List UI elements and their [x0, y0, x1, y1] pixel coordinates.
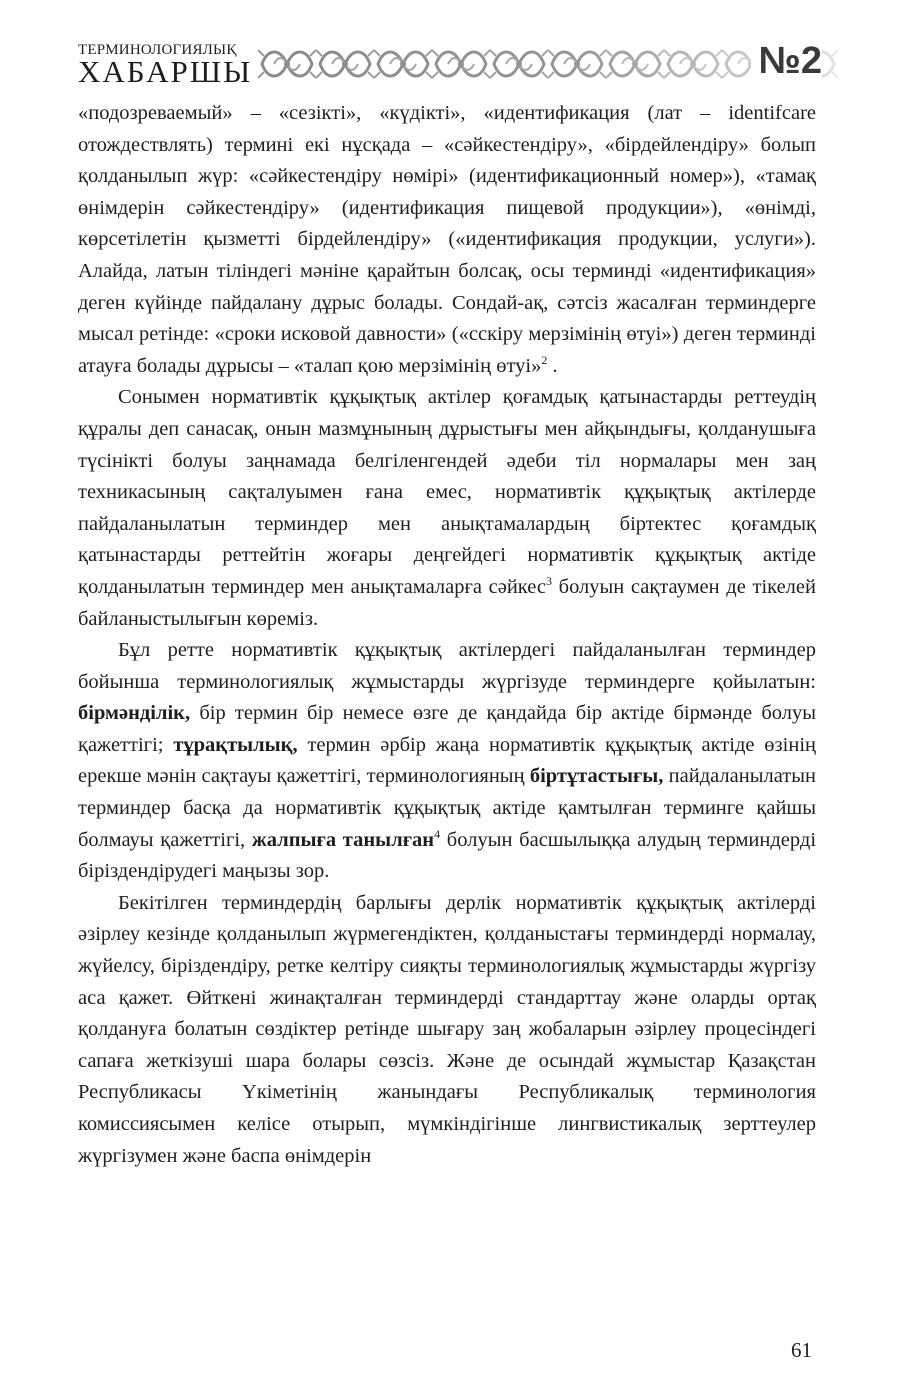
text-run: «подозреваемый» – «сезікті», «күдікті», «идентификация (лат – identifcare отождествлять) термині екі нұсқада – «сәйкестендіру», «бірдейлендіру» болып қолданылып жүр: «сәйкестендіру нөмірі» (идентификационный номер»), «тамақ өнімдерін сәйкестендіру» (идентификация пищевой продукции»), «өнімді, көрсетілетін қызметті бірдейлендіру» («идентификация продукции, услуги»). Алайда, латын тіліндегі мәніне қарайтын болсақ, осы терминді «идентификация» деген күйінде пайдалану дұрыс болады. Сондай-ақ, сәтсіз жасалған терминдерге мысал ретінде: «сроки исковой давности» («сскіру мерзімінің өтуі») деген терминді атауға болады дұрысы – «талап қою мерзімінің өтуі»: [78, 102, 816, 377]
bold-term-recognized: жалпыға танылған: [251, 828, 435, 851]
footnote-ref-2: 2: [541, 352, 548, 367]
bold-term-unambiguity: бірмәнділік,: [78, 702, 191, 725]
article-body: [78, 98, 816, 1172]
journal-name-large: ХАБАРШЫ: [78, 54, 253, 89]
paragraph-2: [78, 382, 816, 635]
issue-number: №2: [751, 40, 823, 82]
text-run: Бұл ретте нормативтік құқықтық актілердегі пайдаланылған терминдер бойынша терминологиялық жұмыстарды жүргізуде терминдерге қойылатын:: [78, 639, 816, 693]
text-run: болуын сақтаумен де тікелей байланыстылығын көреміз.: [78, 575, 816, 630]
footnote-ref-3: 3: [545, 574, 552, 589]
text-run: Бекітілген терминдердің барлығы дерлік нормативтік құқықтық актілерді әзірлеу кезінде қолданылып жүрмегендіктен, қолданыстағы терминдерді нормалау, жүйелсу, біріздендіру, ретке келтіру сияқты терминологиялық жұмыстарды жүргізу аса қажет. Өйткені жинақталған терминдерді стандарттау және оларды ортақ қолдануға болатын сөздіктер ретінде шығару заң жобаларын әзірлеу процесіндегі сапаға жеткізуші шара болары сөзсіз. Және де осындай жұмыстар Қазақстан Республикасы Үкіметінің жанындағы Республикалық терминология комиссиясымен келісе отырып, мүмкіндігінше лингвистикалық зерттеулер жүргізумен және баспа өнімдерін: [78, 891, 816, 1167]
paragraph-1: [78, 98, 816, 382]
paragraph-4: [78, 888, 816, 1172]
text-run: болуын басшылыққа алудың терминдерді біріздендірудегі маңызы зор.: [78, 828, 817, 883]
text-run: Сонымен нормативтік құқықтық актілер қоғамдық қатынастарды реттеудің құралы деп санасақ, онын мазмұнының дұрыстығы мен айқындығы, қолданушыға түсінікті болуы заңнамада белгіленгендей әдеби тіл нормалары мен заң техникасының сақталуымен ғана емес, нормативтік құқықтық актілерде пайдаланылатын терминдер мен анықтамалардың біртектес қоғамдық қатынастарды реттейтін жоғары деңгейдегі нормативтік құқықтық актіде қолданылатын терминдер мен анықтамаларға сәйкес: [78, 386, 816, 598]
footnote-ref-4: 4: [434, 826, 441, 841]
journal-name-small: ТЕРМИНОЛОГИЯЛЫҚ: [78, 42, 237, 58]
text-run: пайдаланылатын терминдер басқа да нормативтік құқықтық актіде қамтылған терминге қайшы болмауы қажеттігі,: [78, 765, 816, 851]
page-header: [78, 38, 822, 89]
text-run: бір термин бір немесе өзге де қандайда бір актіде бірмәнде болуы қажеттігі;: [78, 702, 816, 756]
paragraph-3: [78, 635, 816, 888]
bold-term-stability: тұрақтылық,: [173, 733, 298, 756]
bold-term-integrity: біртұтастығы,: [529, 765, 664, 788]
text-run: .: [547, 354, 558, 377]
page-number: 61: [791, 1338, 812, 1362]
text-run: термин әрбір жаңа нормативтік құқықтық актіде өзінің ерекше мәнін сақтауы қажеттігі, терминологияның: [78, 733, 816, 788]
